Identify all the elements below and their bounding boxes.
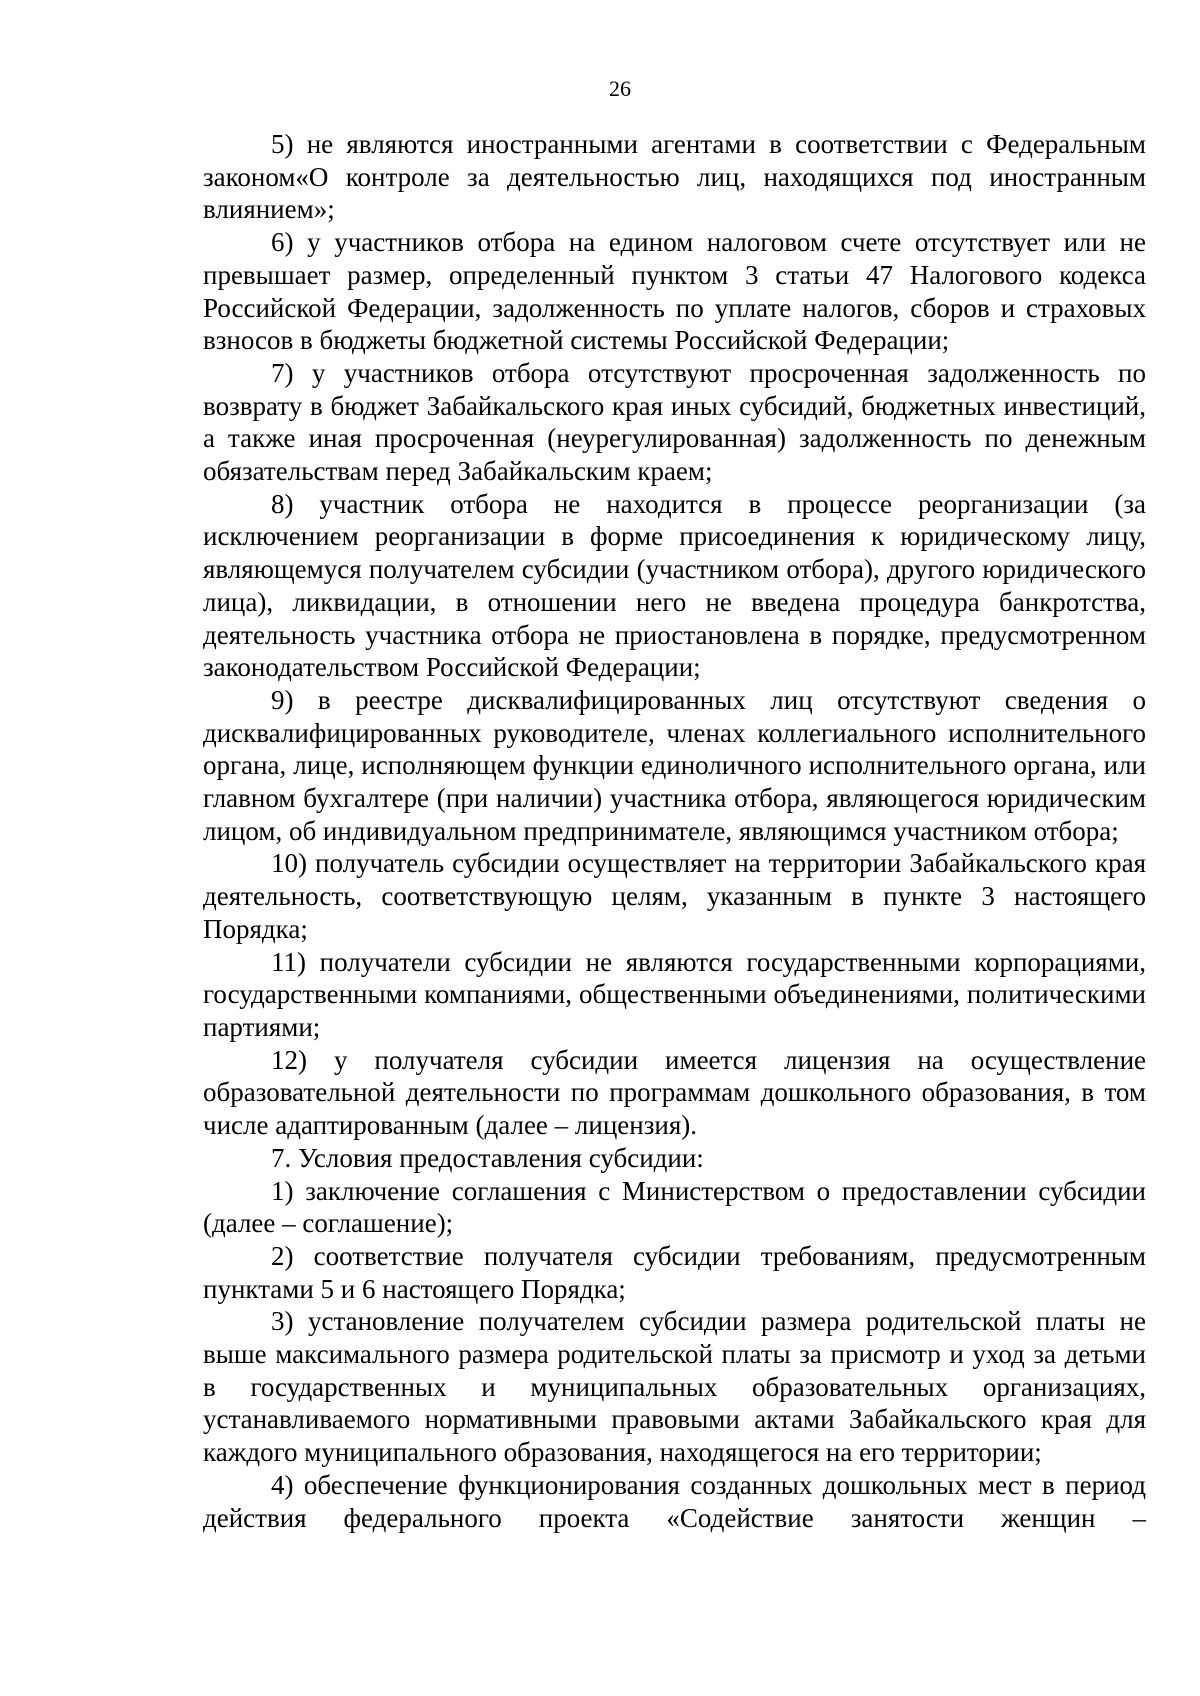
section-7-heading: 7. Условия предоставления субсидии: <box>271 1142 704 1173</box>
condition-item-3: 3) установление получателем субсидии размера родительской платы не выше максимального размера родительской платы за присмотр и уход за детьми в государственных и муниципальных образовательных организациях, устанавливаемого нормативными правовыми актами Забайкальского края для каждого муниципального образования, находящегося на его территории; <box>203 1306 1146 1468</box>
document-body <box>203 128 1146 1534</box>
paragraph-item-5: 5) не являются иностранными агентами в соответствии с Федеральным законом«О контроле за деятельностью лиц, находящихся под иностранным влиянием»; <box>203 129 1146 225</box>
paragraph-item-10: 10) получатель субсидии осуществляет на территории Забайкальского края деятельность, соответствующую целям, указанным в пункте 3 настоящего Порядка; <box>203 848 1146 944</box>
page-number: 26 <box>609 76 631 101</box>
paragraph-item-8: 8) участник отбора не находится в процессе реорганизации (за исключением реорганизации в форме присоединения к юридическому лицу, являющемуся получателем субсидии (участником отбора), другого юридического лица), ликвидации, в отношении него не введена процедура банкротства, деятельность участника отбора не приостановлена в порядке, предусмотренном законодательством Российской Федерации; <box>203 488 1146 683</box>
paragraph-item-11: 11) получатели субсидии не являются государственными корпорациями, государственными компаниями, общественными объединениями, политическими партиями; <box>203 946 1146 1042</box>
paragraph-item-6: 6) у участников отбора на едином налоговом счете отсутствует или не превышает размер, определенный пунктом 3 статьи 47 Налогового кодекса Российской Федерации, задолженность по уплате налогов, сборов и страховых взносов в бюджеты бюджетной системы Российской Федерации; <box>203 227 1146 356</box>
paragraph-item-7: 7) у участников отбора отсутствуют просроченная задолженность по возврату в бюджет Забайкальского края иных субсидий, бюджетных инвестиций, а также иная просроченная (неурегулированная) задолженность по денежным обязательствам перед Забайкальским краем; <box>203 357 1146 487</box>
condition-item-2: 2) соответствие получателя субсидии требованиям, предусмотренным пунктами 5 и 6 настоящего Порядка; <box>203 1240 1146 1304</box>
condition-item-1: 1) заключение соглашения с Министерством о предоставлении субсидии (далее – соглашение); <box>203 1175 1146 1239</box>
paragraph-item-9: 9) в реестре дисквалифицированных лиц отсутствуют сведения о дисквалифицированных руководителе, членах коллегиального исполнительного органа, лице, исполняющем функции единоличного исполнительного органа, или главном бухгалтере (при наличии) участника отбора, являющегося юридическим лицом, об индивидуальном предпринимателе, являющимся участником отбора; <box>203 684 1146 846</box>
paragraph-item-12: 12) у получателя субсидии имеется лицензия на осуществление образовательной деятельности по программам дошкольного образования, в том числе адаптированным (далее – лицензия). <box>203 1044 1146 1141</box>
condition-item-4: 4) обеспечение функционирования созданных дошкольных мест в период действия федерального проекта «Содействие занятости женщин – <box>203 1469 1146 1533</box>
